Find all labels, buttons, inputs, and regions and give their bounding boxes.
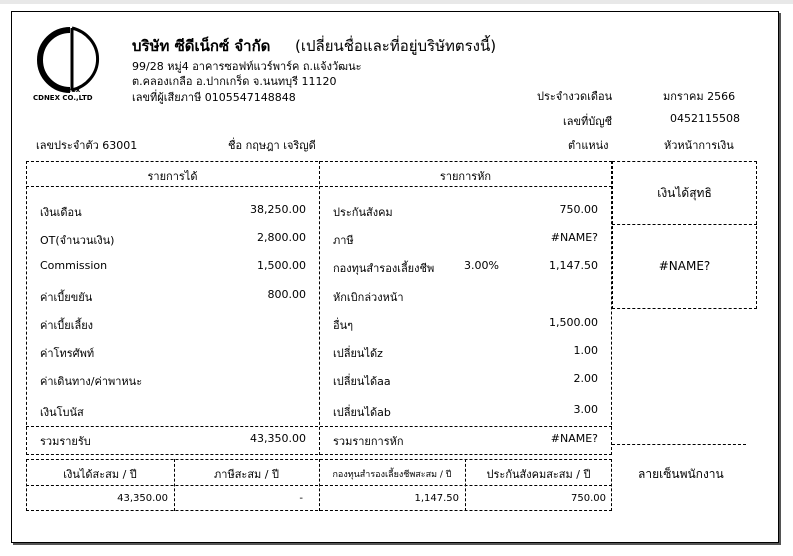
income-title: รายการได้	[147, 170, 198, 183]
total-divider	[26, 426, 612, 427]
company-name-note: (เปลี่ยนชื่อและที่อยู่บริษัทตรงนี้)	[295, 37, 497, 55]
summary-header: ภาษีสะสม / ปี	[214, 468, 279, 481]
deduction-label: ภาษี	[333, 234, 354, 247]
income-total-value: 43,350.00	[250, 432, 306, 445]
top-edge	[0, 0, 793, 4]
deduction-label: เปลี่ยนได้aa	[333, 375, 391, 388]
income-label: เงินโบนัส	[40, 406, 84, 419]
deduction-label: เปลี่ยนได้ab	[333, 406, 391, 419]
deduction-title: รายการหัก	[439, 170, 492, 183]
deduction-value: 2.00	[573, 372, 598, 385]
employee-id: เลขประจำตัว 63001	[36, 139, 138, 152]
income-label: OT(จำนวนเงิน)	[40, 234, 115, 247]
company-name: บริษัท ซีดีเน็กซ์ จำกัด	[132, 37, 271, 55]
summary-value: 750.00	[571, 493, 606, 504]
deduction-value: 1,500.00	[549, 316, 598, 329]
deduction-label: อื่นๆ	[333, 319, 354, 332]
signature-line	[612, 444, 746, 445]
header-divider	[26, 186, 612, 187]
position-label: ตำแหน่ง	[568, 139, 609, 152]
income-value: 1,500.00	[257, 259, 306, 272]
company-address-1: 99/28 หมู่4 อาคารซอฟท์แวร์พาร์ค ถ.แจ้งวัฒนะ	[132, 60, 362, 73]
income-label: ค่าเดินทาง/ค่าพาหนะ	[40, 375, 143, 388]
summary-value: 1,147.50	[414, 493, 459, 504]
income-label: Commission	[40, 259, 108, 272]
summary-header: เงินได้สะสม / ปี	[63, 468, 137, 481]
summary-header: ประกันสังคมสะสม / ปี	[486, 468, 591, 481]
income-value: 2,800.00	[257, 231, 306, 244]
deduction-value: 750.00	[559, 203, 598, 216]
deduction-total-label: รวมรายการหัก	[333, 435, 404, 448]
net-pay-value: #NAME?	[658, 259, 711, 273]
logo-text: CDNEX CO.,LTD	[33, 94, 93, 102]
company-tax-id: เลขที่ผู้เสียภาษี 0105547148848	[132, 91, 296, 104]
deduction-label: กองทุนสำรองเลี้ยงชีพ	[333, 262, 435, 275]
deduction-total-value: #NAME?	[550, 432, 598, 445]
income-label: เงินเดือน	[40, 206, 82, 219]
income-total-label: รวมรายรับ	[40, 435, 91, 448]
column-divider	[319, 161, 320, 455]
account-value: 0452115508	[670, 112, 740, 125]
deduction-value: 1.00	[573, 344, 598, 357]
account-label: เลขที่บัญชี	[563, 115, 613, 128]
summary-value: -	[299, 493, 303, 504]
income-value: 38,250.00	[250, 203, 306, 216]
company-address-2: ต.คลองเกลือ อ.ปากเกร็ด จ.นนทบุรี 11120	[132, 75, 337, 88]
logo-sub-text: nex	[66, 86, 81, 94]
period-label: ประจำงวดเดือน	[537, 90, 613, 103]
deduction-value: 1,147.50	[549, 259, 598, 272]
deduction-value: #NAME?	[550, 231, 598, 244]
income-label: ค่าเบี้ยขยัน	[40, 291, 93, 304]
deduction-label: หักเบิกล่วงหน้า	[333, 291, 404, 304]
period-value: มกราคม 2566	[663, 90, 736, 103]
signature-label: ลายเซ็นพนักงาน	[638, 467, 724, 481]
deduction-label: ประกันสังคม	[333, 206, 393, 219]
position-value: หัวหน้าการเงิน	[664, 139, 734, 152]
net-pay-divider	[612, 224, 757, 225]
net-pay-title: เงินได้สุทธิ	[657, 186, 712, 200]
income-label: ค่าเบี้ยเลี้ยง	[40, 319, 94, 332]
summary-value: 43,350.00	[117, 493, 168, 504]
deduction-value: 3.00	[573, 403, 598, 416]
income-value: 800.00	[267, 288, 306, 301]
deduction-rate: 3.00%	[464, 259, 499, 272]
employee-name: ชื่อ กฤษฎา เจริญดี	[228, 139, 316, 152]
income-label: ค่าโทรศัพท์	[40, 347, 95, 360]
summary-header: กองทุนสำรองเลี้ยงชีพสะสม / ปี	[332, 470, 452, 480]
deduction-label: เปลี่ยนได้z	[333, 347, 383, 360]
